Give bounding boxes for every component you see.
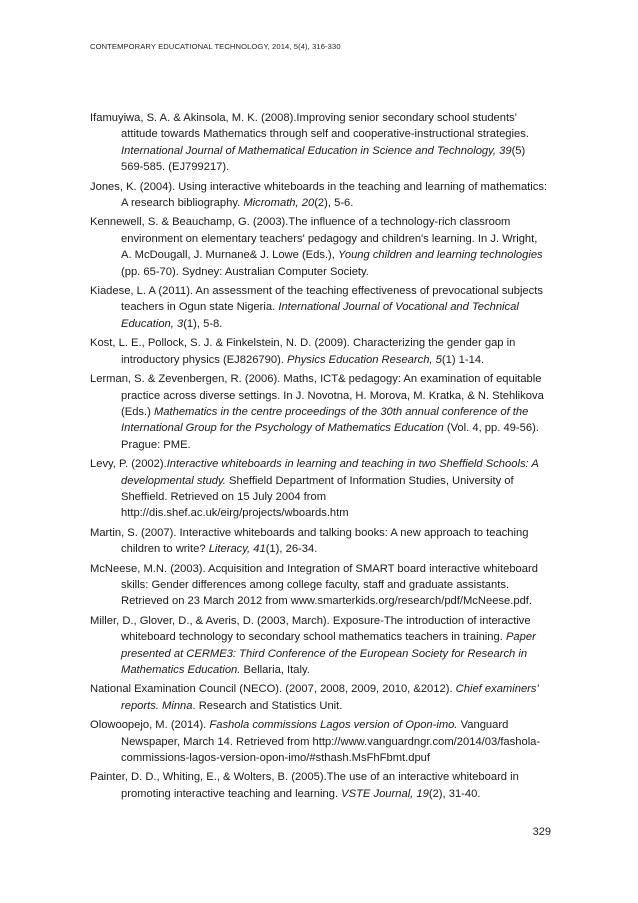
ref-text: Kiadese, L. A (2011). An assessment of the teaching effectiveness of prevocational subjects teachers in Ogun state Nigeria. bbox=[90, 285, 543, 314]
ref-italic: Physics Education Research, 5 bbox=[287, 353, 442, 366]
page-number: 329 bbox=[532, 826, 551, 838]
ref-text: Olowoopejo, M. (2014). bbox=[90, 719, 210, 732]
ref-text: (5) 569-585. (EJ799217). bbox=[121, 144, 526, 174]
ref-text: National Examination Council (NECO). (2007, 2008, 2009, 2010, &2012). bbox=[90, 683, 456, 696]
ref-italic: Paper presented at CERME3: Third Conference of the European Society for Research in Mathematics Education. bbox=[121, 631, 536, 676]
ref-text: (1), 5-8. bbox=[183, 317, 223, 330]
reference-entry bbox=[90, 561, 550, 610]
ref-italic: Interactive whiteboards in learning and teaching in two Sheffield Schools: A developmental study. bbox=[121, 458, 539, 487]
ref-text: (Vol. 4, pp. 49-56). Prague: PME. bbox=[121, 422, 539, 451]
ref-text: Levy, P. (2002). bbox=[90, 458, 167, 471]
ref-italic: Literacy, 41 bbox=[208, 543, 266, 556]
reference-entry bbox=[90, 110, 550, 176]
ref-text: Painter, D. D., Whiting, E., & Wolters, B. (2005).The use of an interactive whiteboard in promoting interactive teaching and learning. bbox=[90, 771, 519, 800]
ref-text: Ifamuyiwa, S. A. & Akinsola, M. K. (2008).Improving senior secondary school students' attitude towards Mathematics through self and cooperative-instructional strategies. bbox=[90, 112, 529, 141]
reference-entry bbox=[90, 681, 550, 714]
ref-italic: Chief examiners’ reports. Minna bbox=[121, 683, 539, 712]
ref-italic: Micromath, 20 bbox=[243, 197, 315, 210]
ref-text: Martin, S. (2007). Interactive whiteboards and talking books: A new approach to teaching children to write? bbox=[90, 526, 529, 556]
ref-text: Bellaria, Italy. bbox=[240, 664, 310, 676]
reference-entry bbox=[90, 214, 550, 280]
reference-entry bbox=[90, 717, 550, 766]
ref-italic: VSTE Journal, 19 bbox=[341, 787, 429, 800]
reference-entry bbox=[90, 283, 550, 332]
running-head: CONTEMPORARY EDUCATIONAL TECHNOLOGY, 2014, 5(4), 316-330 bbox=[90, 42, 341, 51]
ref-text: (1) 1-14. bbox=[441, 353, 485, 366]
ref-italic: Young children and learning technologies bbox=[338, 249, 543, 262]
ref-italic: Mathematics in the centre proceedings of the 30th annual conference of the International Group for the Psychology of Mathematics Education bbox=[121, 405, 529, 435]
ref-italic: International Journal of Vocational and Technical Education, 3 bbox=[121, 301, 519, 330]
ref-text: Vanguard Newspaper, March 14. Retrieved from http://www.vanguardngr.com/2014/03/fashola-commissions-lagos-version-opon-imo/#sthash.MsFhFbmt.dpuf bbox=[121, 719, 541, 765]
ref-text: McNeese, M.N. (2003). Acquisition and Integration of SMART board interactive whiteboard skills: Gender differences among college faculty, staff and graduate assistants. Retrieved on 23 March 2012 from www.smarterkids.org/research/pdf/McNeese.pdf. bbox=[90, 562, 538, 608]
ref-text: (pp. 65-70). Sydney: Australian Computer Society. bbox=[121, 265, 369, 278]
ref-text: (1), 26-34. bbox=[265, 543, 318, 556]
reference-entry bbox=[90, 179, 550, 212]
reference-entry bbox=[90, 371, 550, 453]
ref-text: (2), 31-40. bbox=[428, 787, 481, 800]
ref-text: (2), 5-6. bbox=[314, 197, 354, 210]
reference-entry bbox=[90, 335, 550, 368]
ref-text: Jones, K. (2004). Using interactive whiteboards in the teaching and learning of mathematics: A research bibliography. bbox=[90, 180, 548, 210]
ref-italic: Fashola commissions Lagos version of Opon-imo. bbox=[209, 719, 458, 732]
reference-entry bbox=[90, 613, 550, 679]
reference-entry bbox=[90, 456, 550, 522]
ref-text: Sheffield Department of Information Studies, University of Sheffield. Retrieved on 15 July 2004 from http://dis.shef.ac.uk/eirg/projects/wboards.htm bbox=[121, 474, 514, 520]
reference-list bbox=[90, 110, 550, 805]
reference-entry bbox=[90, 525, 550, 558]
ref-text: . Research and Statistics Unit. bbox=[192, 699, 343, 712]
ref-text: Miller, D., Glover, D., & Averis, D. (2003, March). Exposure-The introduction of interactive whiteboard technology to secondary school mathematics teachers in training. bbox=[90, 614, 531, 644]
ref-italic: International Journal of Mathematical Education in Science and Technology, 39 bbox=[121, 144, 512, 157]
reference-entry bbox=[90, 769, 550, 802]
ref-text: Kennewell, S. & Beauchamp, G. (2003).The influence of a technology-rich classroom environment on elementary teachers' pedagogy and children's learning. In J. Wright, A. McDougall, J. Murnane& J. Lowe (Eds.), bbox=[90, 216, 538, 262]
ref-text: Lerman, S. & Zevenbergen, R. (2006). Maths, ICT& pedagogy: An examination of equitable practice across diverse settings. In J. Novotna, H. Morova, M. Kratka, & N. Stehlikova (Eds.) bbox=[90, 373, 544, 418]
ref-text: Kost, L. E., Pollock, S. J. & Finkelstein, N. D. (2009). Characterizing the gender gap in introductory physics (EJ826790). bbox=[90, 337, 516, 366]
